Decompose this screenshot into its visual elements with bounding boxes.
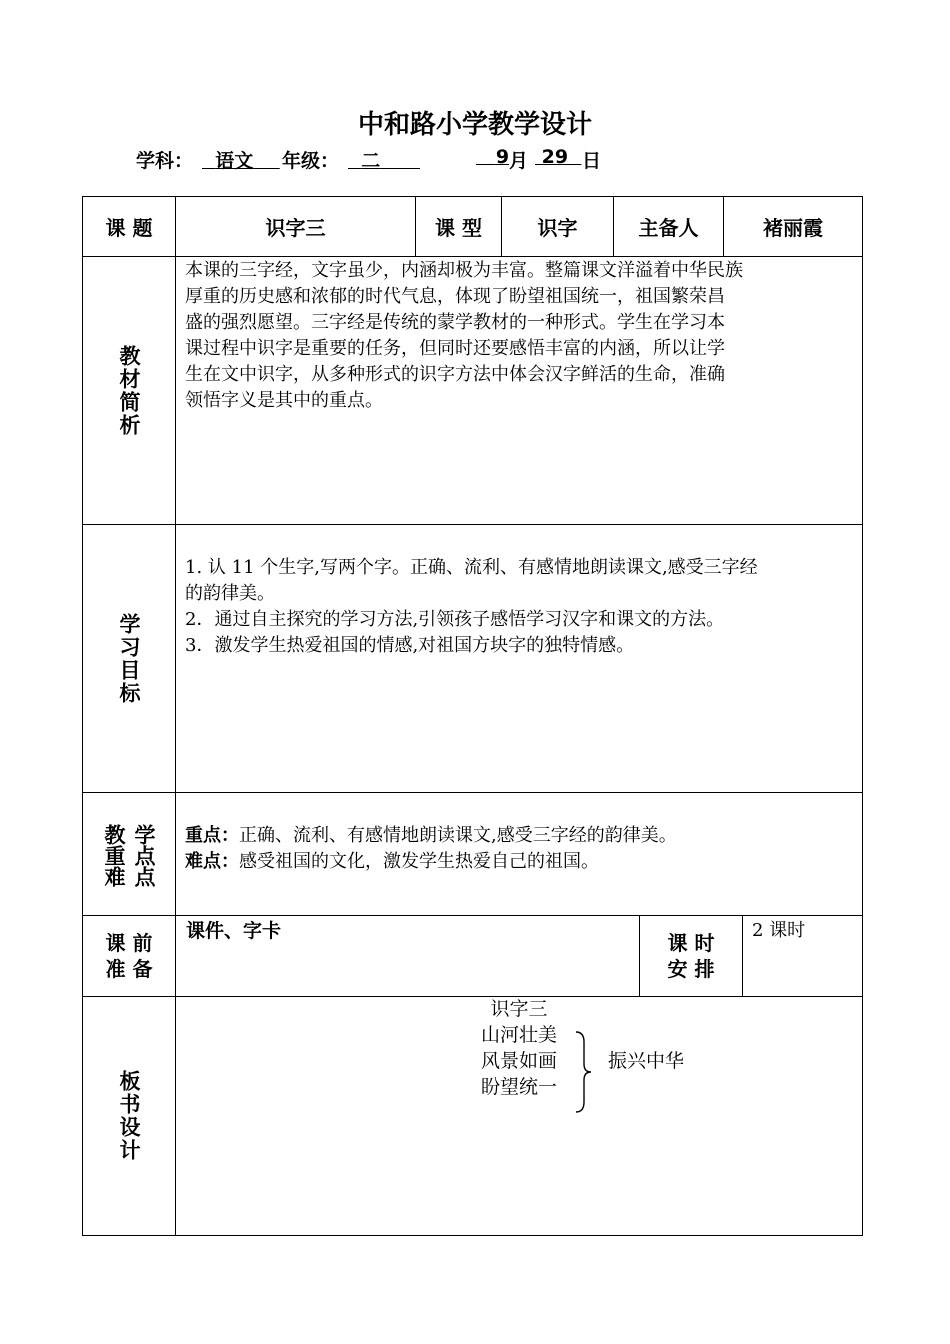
board-line: 风景如画 xyxy=(480,1050,557,1072)
focus-line: 重点：正确、流利、有感情地朗读课文,感受三字经的韵律美。 xyxy=(185,825,677,846)
prep-value: 课件、字卡 xyxy=(186,920,282,942)
subject-value: 语文 xyxy=(215,150,254,172)
board-content xyxy=(473,996,565,1100)
goals-text: 1. 认 11 个生字,写两个字。正确、流利、有感情地朗读课文,感受三字经 的韵律美。 2．通过自主探究的学习方法,引领孩子感悟学习汉字和课文的方法。 3．激发学生热爱祖国的情感,对祖国方块字的独特情感。 xyxy=(185,557,758,656)
grade-label: 年级： xyxy=(282,150,340,172)
difficulty-line: 难点：感受祖国的文化，激发学生热爱自己的祖国。 xyxy=(185,851,599,872)
prep-label: 课 前 准 备 xyxy=(105,931,153,981)
analysis-text: 本课的三字经，文字虽少，内涵却极为丰富。整篇课文洋溢着中华民族 厚重的历史感和浓郁的时代气息，体现了盼望祖国统一，祖国繁荣昌 盛的强烈愿望。三字经是传统的蒙学教材的一种形式。学生在学习本 课过程中识字是重要的任务，但同时还要感悟丰富的内涵，所以让学 生在文中识字，从多种形式的识字方法中体会汉字鲜活的生命，准确 领悟字义是其中的重点。 xyxy=(185,260,743,411)
type-label: 课 型 xyxy=(435,216,482,240)
board-line: 盼望统一 xyxy=(480,1076,557,1098)
time-label: 课 时 安 排 xyxy=(667,931,715,981)
topic-label: 课 题 xyxy=(105,216,153,240)
lead-label: 主备人 xyxy=(638,216,699,240)
time-value: 2 课时 xyxy=(752,920,806,941)
topic-value: 识字三 xyxy=(265,216,326,240)
brace-icon xyxy=(572,1030,594,1114)
day-value: 29 xyxy=(541,146,569,168)
month-label: 月 xyxy=(509,150,529,172)
subject-label: 学科： xyxy=(136,150,194,172)
lead-value: 褚丽霞 xyxy=(763,216,823,240)
board-line: 山河壮美 xyxy=(480,1024,557,1046)
key-points-label: 教重难 学点点 xyxy=(102,823,156,887)
month-value: 9 xyxy=(495,146,510,168)
analysis-label: 教材简析 xyxy=(117,344,141,437)
type-value: 识字 xyxy=(537,216,578,240)
day-label: 日 xyxy=(582,150,602,172)
board-title: 识字三 xyxy=(490,998,548,1020)
goals-label: 学习目标 xyxy=(117,612,141,705)
key-points-text xyxy=(185,823,861,875)
board-label: 板书设计 xyxy=(117,1070,141,1162)
grade-value: 二 xyxy=(361,150,381,172)
board-summary: 振兴中华 xyxy=(608,1050,685,1072)
document-title: 中和路小学教学设计 xyxy=(357,110,592,140)
